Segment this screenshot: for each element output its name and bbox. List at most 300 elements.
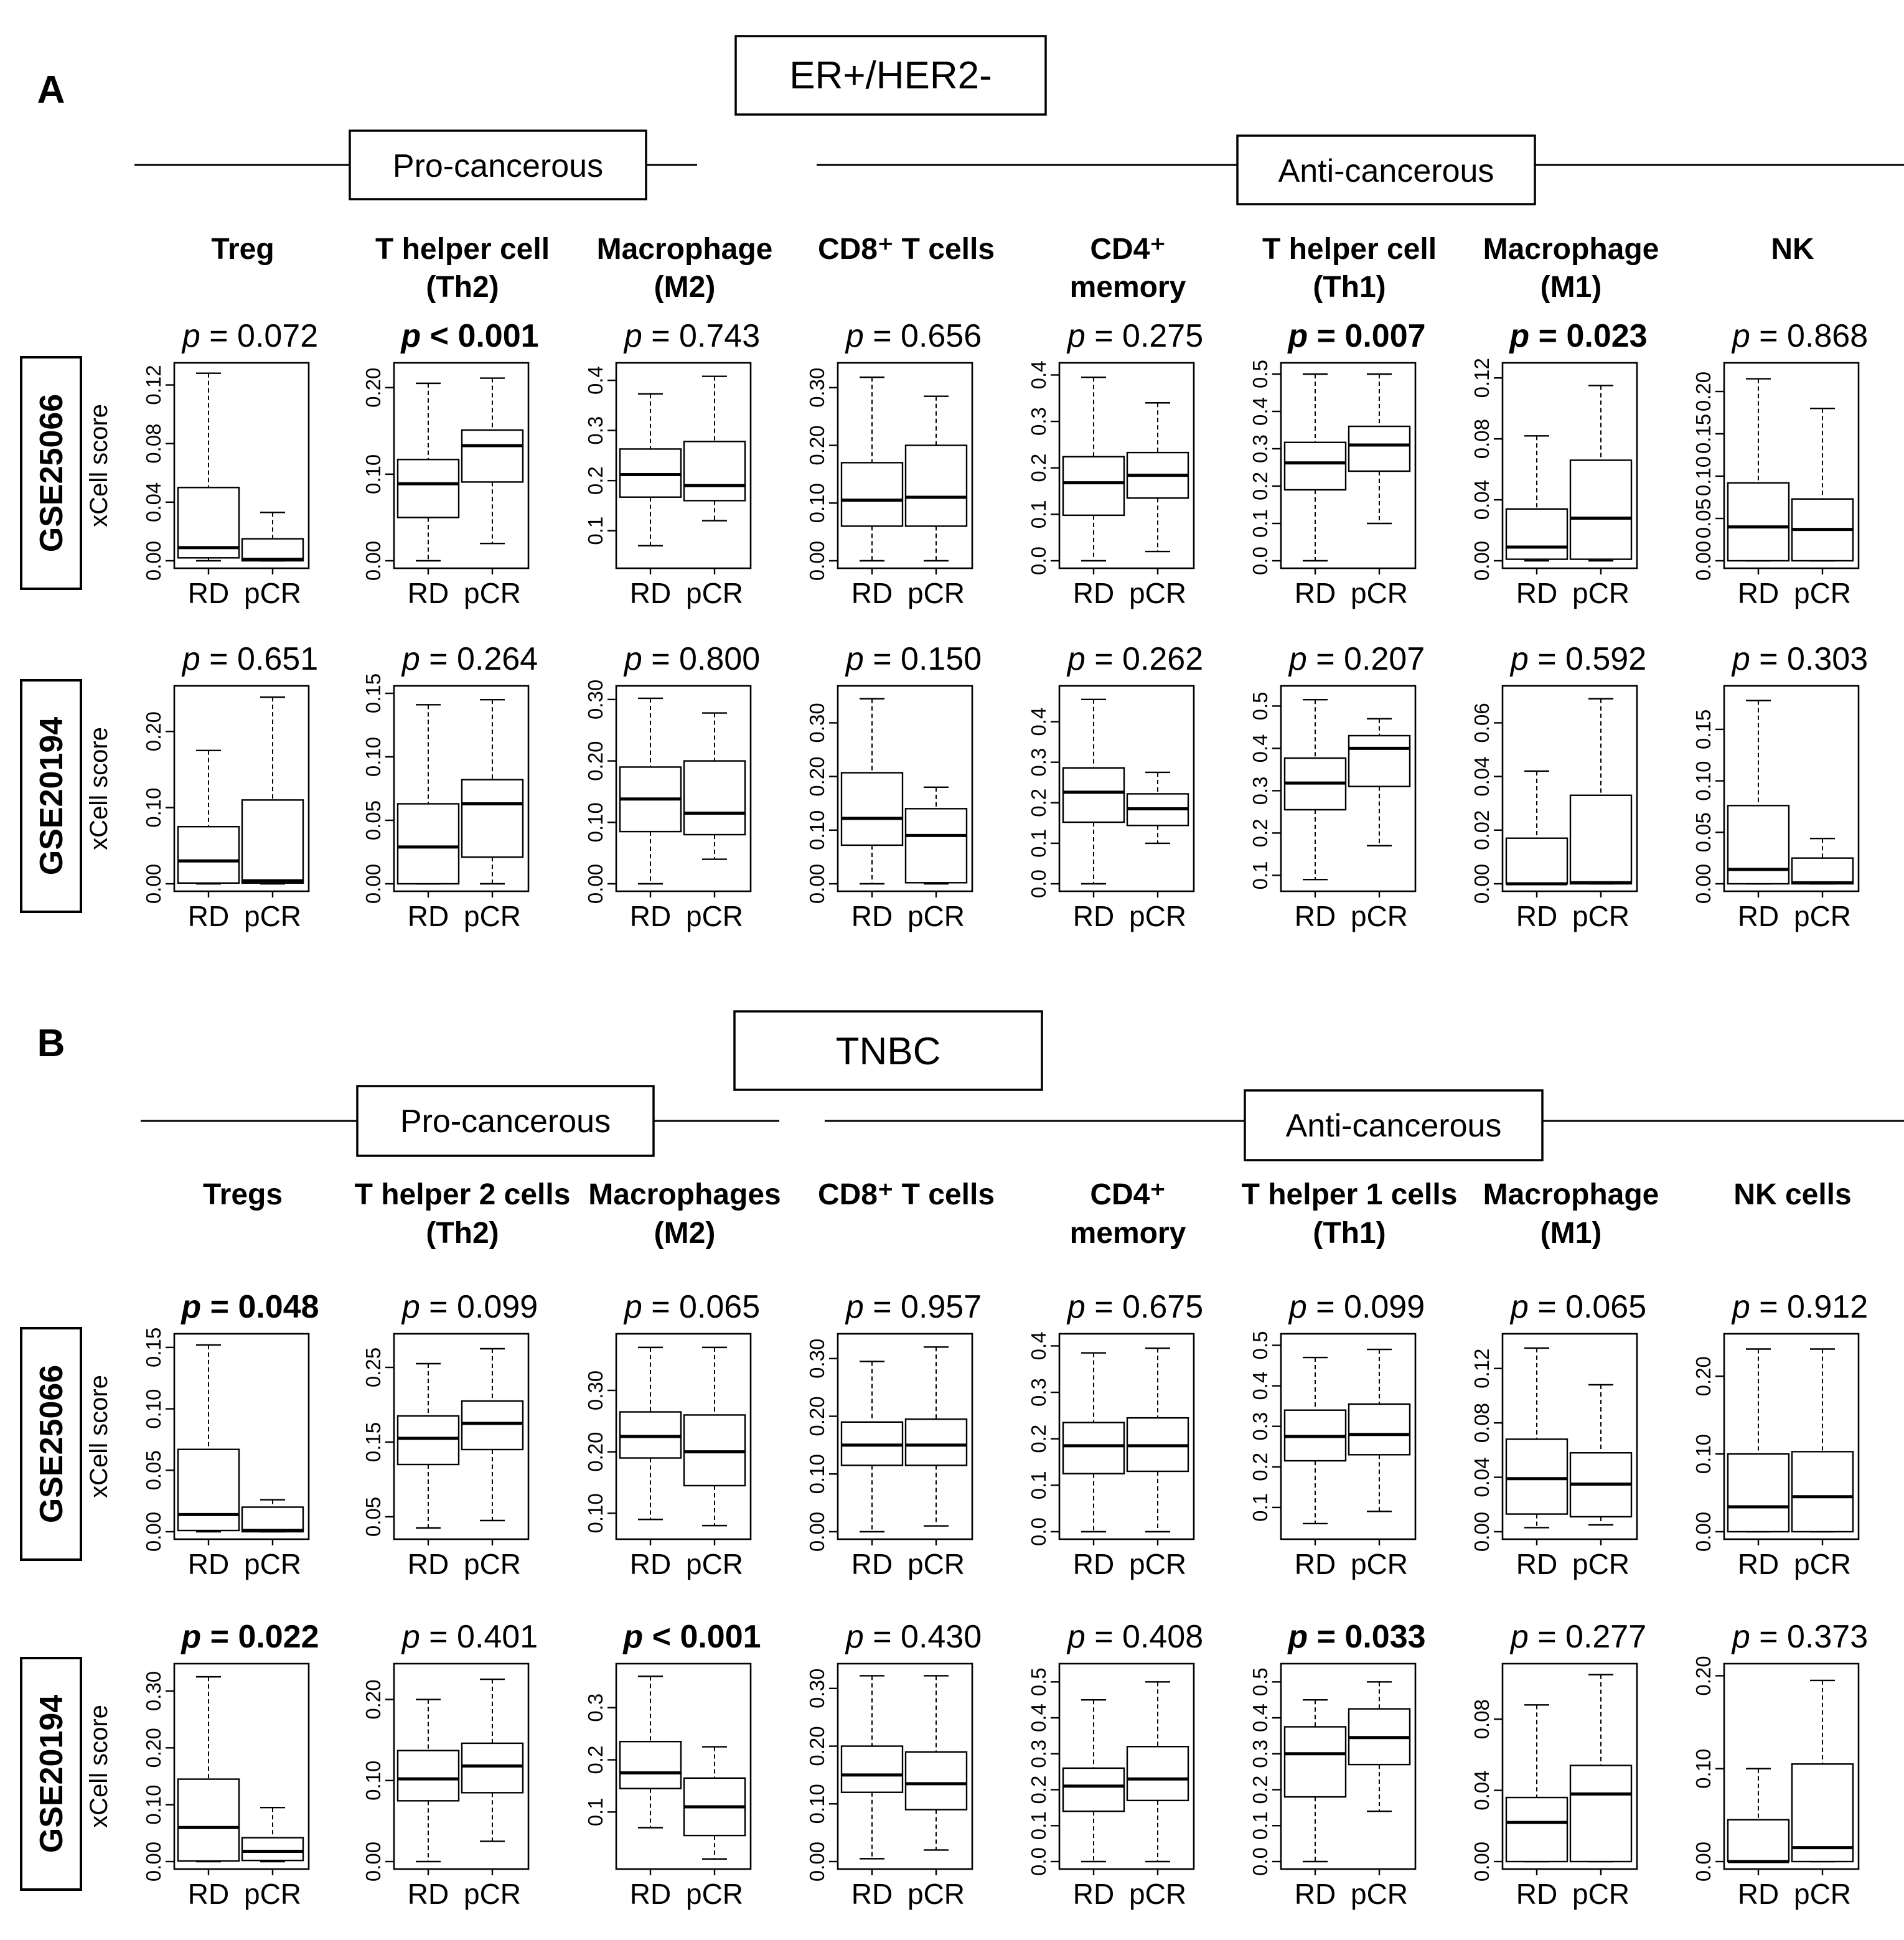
box-pCR [1127,1682,1188,1910]
y-tick-label: 0.00 [1692,863,1715,904]
box-iqr [684,441,745,500]
y-tick-label: 0.30 [584,1370,607,1411]
cell-type-label: Macrophage [1483,233,1659,266]
p-symbol: p [401,318,430,354]
x-tick-label: pCR [1128,577,1187,609]
box-pCR [1349,1682,1410,1910]
x-tick-label: RD [1294,577,1336,609]
y-tick-label: 0.00 [805,863,828,904]
boxplot [1027,318,1203,609]
x-tick-label: pCR [243,1548,302,1580]
y-tick-label: 0.2 [1027,453,1050,482]
box-iqr [620,1741,681,1788]
boxplot [362,318,539,609]
x-tick-label: pCR [1350,900,1409,932]
y-tick-label: 0.0 [1027,1847,1050,1876]
p-value-text: = 0.651 [209,641,319,677]
box-pCR [462,1349,523,1580]
p-symbol: p [845,641,873,677]
x-tick-label: RD [187,900,230,932]
cell-type-label: T helper 1 cells [1241,1178,1458,1211]
p-symbol: p [401,1619,429,1655]
boxplot [805,641,982,932]
box-RD [398,1364,459,1580]
y-tick-label: 0.3 [1249,434,1272,463]
box-pCR [1127,772,1188,932]
y-tick-label: 0.06 [1470,703,1493,743]
box-iqr [1063,1768,1124,1811]
y-tick-label: 0.4 [1027,1331,1050,1361]
p-value [1288,641,1425,677]
y-tick-label: 0.00 [1692,1511,1715,1552]
y-tick-label: 0.3 [1027,747,1050,777]
y-tick-label: 0.30 [805,367,828,408]
box-iqr [1792,1451,1853,1532]
y-tick-label: 0.1 [584,1797,607,1827]
box-iqr [1506,1797,1567,1862]
y-tick-label: 0.1 [1027,500,1050,529]
boxplot [362,641,538,932]
box-iqr [1570,460,1631,559]
boxplot [805,318,982,609]
box-iqr [1349,1404,1410,1455]
y-tick-label: 0.20 [584,741,607,781]
y-tick-label: 0.10 [1692,761,1715,801]
p-symbol: p [1288,1289,1316,1325]
y-tick-label: 0.00 [805,1511,828,1552]
p-symbol: p [1509,318,1539,354]
y-tick-label: 0.0 [1249,546,1272,575]
box-iqr [242,1838,303,1861]
box-pCR [1792,408,1853,609]
x-tick-label: RD [187,577,230,609]
dataset-label: GSE20194 [34,1694,70,1853]
box-pCR [1570,1385,1631,1580]
x-tick-label: pCR [685,1548,744,1580]
y-tick-label: 0.0 [1027,1517,1050,1546]
box-pCR [1570,1675,1631,1910]
x-tick-label: pCR [1350,1548,1409,1580]
y-tick-label: 0.05 [1692,498,1715,539]
x-tick-label: RD [407,577,449,609]
group-label-anti: Anti-cancerous [1285,1108,1502,1144]
box-RD [178,373,239,609]
box-RD [1063,377,1124,609]
box-iqr [906,1752,967,1810]
y-tick-label: 0.10 [1692,1433,1715,1474]
box-RD [1285,1700,1346,1910]
y-tick-label: 0.3 [1027,1378,1050,1407]
p-value [400,318,538,354]
boxplot [1249,641,1425,932]
y-tick-label: 0.1 [1027,828,1050,858]
box-RD [398,705,459,932]
y-axis-label: xCell score [85,727,113,850]
box-iqr [684,761,745,835]
x-tick-label: RD [1072,577,1115,609]
y-tick-label: 0.10 [1692,456,1715,497]
y-tick-label: 0.08 [1470,1403,1493,1443]
y-tick-label: 0.20 [142,711,165,752]
y-tick-label: 0.5 [1027,1667,1050,1697]
p-value [401,1619,538,1655]
y-tick-label: 0.10 [584,1493,607,1534]
y-tick-label: 0.0 [1027,869,1050,898]
x-tick-label: pCR [1128,900,1187,932]
y-tick-label: 0.10 [142,787,165,828]
panel-letter: B [37,1022,65,1065]
boxplot [142,1289,319,1580]
box-RD [620,1676,681,1910]
p-value-text: = 0.800 [651,641,761,677]
y-tick-label: 0.10 [142,1389,165,1429]
p-value-text: = 0.262 [1094,641,1204,677]
y-tick-label: 0.20 [362,367,385,408]
boxplot [1692,318,1868,609]
y-tick-label: 0.2 [1249,1452,1272,1481]
p-value-text: = 0.912 [1759,1289,1869,1325]
box-RD [1063,1353,1124,1580]
box-pCR [1127,403,1188,609]
box-iqr [1349,426,1410,471]
box-iqr [842,773,903,845]
y-tick-label: 0.15 [362,673,385,714]
p-symbol: p [1288,318,1317,354]
box-RD [842,699,903,932]
y-tick-label: 0.10 [362,454,385,495]
p-value-text: = 0.401 [429,1619,538,1655]
x-tick-label: RD [1737,1548,1780,1580]
y-tick-label: 0.05 [1692,812,1715,853]
y-tick-label: 0.10 [362,1760,385,1801]
boxplot [584,641,760,932]
box-iqr [462,430,523,482]
x-tick-label: pCR [1572,577,1630,609]
y-tick-label: 0.00 [1692,540,1715,581]
x-tick-label: RD [629,900,672,932]
box-iqr [906,808,967,883]
y-tick-label: 0.20 [1692,371,1715,412]
x-tick-label: pCR [907,900,965,932]
y-tick-label: 0.20 [1692,1356,1715,1397]
p-value [623,641,760,677]
p-symbol: p [1510,641,1538,677]
box-iqr [242,800,303,883]
y-tick-label: 0.2 [1249,472,1272,500]
box-iqr [1285,1727,1346,1797]
box-RD [178,1345,239,1580]
x-tick-label: pCR [907,1548,965,1580]
boxplot [1692,1289,1868,1580]
y-tick-label: 0.3 [1249,776,1272,805]
box-RD [398,1700,459,1910]
p-value-text: = 0.099 [429,1289,538,1325]
y-tick-label: 0.20 [805,756,828,797]
x-tick-label: pCR [685,900,744,932]
box-RD [1728,379,1789,609]
y-tick-label: 0.10 [805,1784,828,1824]
p-symbol: p [1067,318,1095,354]
x-tick-label: pCR [907,577,965,609]
x-tick-label: RD [1516,577,1558,609]
y-tick-label: 0.00 [142,540,165,581]
y-tick-label: 0.2 [584,1745,607,1774]
y-tick-label: 0.5 [1249,360,1272,388]
box-RD [842,1361,903,1580]
p-value-text: = 0.408 [1094,1619,1204,1655]
box-RD [1506,1348,1567,1580]
y-tick-label: 0.1 [1027,1811,1050,1840]
x-tick-label: pCR [1572,900,1630,932]
box-RD [1728,701,1789,932]
p-value-text: = 0.065 [651,1289,761,1325]
p-value [1287,318,1425,354]
y-tick-label: 0.2 [1249,1775,1272,1804]
y-tick-label: 0.10 [362,736,385,777]
x-tick-label: pCR [463,1878,522,1910]
box-RD [620,698,681,932]
boxplot [584,318,760,609]
cell-type-label: CD8⁺ T cells [817,233,995,266]
y-tick-label: 0.2 [1249,818,1272,848]
y-tick-label: 0.10 [805,1454,828,1494]
box-iqr [906,446,967,527]
p-value-text: = 0.275 [1094,318,1204,354]
cell-type-label: Macrophages [588,1178,781,1211]
p-symbol: p [182,641,210,677]
y-tick-label: 0.20 [1692,1656,1715,1696]
box-RD [842,377,903,609]
box-pCR [1349,374,1410,609]
y-tick-label: 0.2 [1027,788,1050,817]
p-symbol: p [1288,641,1316,677]
panel-letter: A [37,68,65,111]
box-iqr [842,1746,903,1792]
y-tick-label: 0.4 [1027,707,1050,736]
box-pCR [684,1347,745,1580]
box-iqr [1728,805,1789,884]
p-value-text: = 0.303 [1759,641,1869,677]
p-value-text: = 0.023 [1538,318,1648,354]
boxplot [1249,318,1426,609]
x-tick-label: RD [1294,1548,1336,1580]
y-tick-label: 0.00 [362,540,385,581]
y-tick-label: 0.08 [1470,1699,1493,1740]
dataset-label: GSE20194 [34,716,70,876]
y-tick-label: 0.08 [1470,419,1493,459]
x-tick-label: pCR [1128,1548,1187,1580]
y-tick-label: 0.00 [805,540,828,581]
p-symbol: p [181,1619,210,1655]
y-tick-label: 0.25 [362,1347,385,1388]
box-iqr [398,804,459,884]
p-value [401,1289,538,1325]
p-value [845,1289,982,1325]
box-iqr [1349,736,1410,787]
p-value-text: = 0.022 [210,1619,319,1655]
p-value-text: = 0.048 [210,1289,319,1325]
group-label-pro: Pro-cancerous [392,148,604,184]
box-RD [1063,1700,1124,1910]
x-tick-label: RD [407,1878,449,1910]
y-tick-label: 0.5 [1249,691,1272,721]
p-value [401,641,538,677]
boxplot [1249,1289,1425,1580]
y-tick-label: 0.04 [1470,479,1493,520]
p-value-text: = 0.868 [1759,318,1869,354]
y-tick-label: 0.3 [1249,1739,1272,1768]
p-value [845,641,982,677]
boxplot [1692,1619,1868,1910]
x-tick-label: RD [1072,900,1115,932]
y-tick-label: 0.10 [142,1784,165,1825]
y-tick-label: 0.00 [584,863,607,904]
y-tick-label: 0.30 [142,1671,165,1712]
x-tick-label: pCR [685,577,744,609]
p-symbol: p [845,1289,873,1325]
box-pCR [906,787,967,932]
y-tick-label: 0.05 [142,1450,165,1491]
p-value [1066,318,1203,354]
box-pCR [1792,1680,1853,1910]
y-tick-label: 0.15 [1692,709,1715,750]
box-RD [1506,436,1567,609]
p-value-text: = 0.207 [1316,641,1425,677]
box-pCR [1349,719,1410,932]
cell-type-label: (Th2) [426,271,499,304]
p-symbol: p [624,641,652,677]
cell-type-label: CD8⁺ T cells [817,1178,995,1211]
y-tick-label: 0.00 [1470,1511,1493,1552]
x-tick-label: pCR [1793,900,1852,932]
x-tick-label: pCR [1572,1878,1630,1910]
p-symbol: p [624,1289,652,1325]
p-value [181,318,318,354]
p-symbol: p [623,1619,652,1655]
box-iqr [1506,509,1567,560]
y-tick-label: 0.00 [1470,863,1493,904]
y-tick-label: 0.20 [805,425,828,466]
box-pCR [1570,699,1631,932]
box-iqr [1570,795,1631,884]
cell-type-label: T helper cell [375,233,550,266]
p-value [180,1289,319,1325]
boxplot [1692,641,1868,932]
y-tick-label: 0.00 [805,1841,828,1882]
box-iqr [1285,443,1346,490]
box-RD [1285,700,1346,932]
y-tick-label: 0.30 [805,1338,828,1379]
y-tick-label: 0.04 [1470,1457,1493,1497]
x-tick-label: pCR [1793,1548,1852,1580]
group-label-anti: Anti-cancerous [1278,153,1494,189]
cell-type-label: CD4⁺ [1090,233,1166,266]
y-tick-label: 0.20 [584,1432,607,1472]
box-RD [1285,374,1346,609]
dataset-label: GSE25066 [34,1364,70,1524]
y-tick-label: 0.5 [1249,1667,1272,1697]
box-pCR [906,1675,967,1910]
x-tick-label: pCR [1128,1878,1187,1910]
y-axis-label: xCell score [85,1705,113,1828]
box-pCR [906,1347,967,1580]
y-tick-label: 0.4 [584,366,607,395]
p-symbol: p [182,318,210,354]
p-symbol: p [1510,1619,1538,1655]
y-tick-label: 0.04 [1470,1770,1493,1811]
p-value-text: = 0.277 [1537,1619,1647,1655]
boxplot [805,1289,982,1580]
p-value [1066,1619,1203,1655]
y-tick-label: 0.15 [1692,413,1715,454]
y-tick-label: 0.1 [584,516,607,545]
y-tick-label: 0.12 [1470,1348,1493,1389]
y-tick-label: 0.04 [142,482,165,522]
p-value-text: = 0.033 [1316,1619,1426,1655]
box-RD [1285,1357,1346,1580]
dataset-label: GSE25066 [34,393,70,553]
y-tick-label: 0.4 [1249,1371,1272,1400]
p-symbol: p [401,641,429,677]
box-RD [1506,771,1567,932]
p-value [1731,641,1868,677]
y-tick-label: 0.2 [1027,1424,1050,1453]
y-tick-label: 0.1 [1249,509,1272,538]
cell-type-label: NK cells [1733,1178,1852,1211]
y-tick-label: 0.00 [1692,1841,1715,1882]
y-tick-label: 0.05 [362,1496,385,1537]
x-tick-label: pCR [907,1878,965,1910]
p-value [1066,641,1203,677]
x-tick-label: RD [187,1878,230,1910]
p-symbol: p [1510,1289,1538,1325]
box-RD [842,1675,903,1910]
cell-type-label: memory [1069,1217,1186,1250]
boxplot [1027,1289,1203,1580]
y-tick-label: 0.12 [142,365,165,405]
boxplot [1027,641,1203,932]
p-symbol: p [1067,1289,1095,1325]
box-iqr [398,459,459,517]
p-value-text: = 0.007 [1316,318,1426,354]
y-tick-label: 0.00 [1470,540,1493,581]
box-pCR [684,1747,745,1910]
box-pCR [242,512,303,609]
y-tick-label: 0.0 [1027,546,1050,575]
p-value [1731,1289,1868,1325]
box-iqr [462,780,523,857]
boxplot [1470,1289,1646,1580]
box-iqr [178,1450,239,1530]
p-value-text: = 0.373 [1759,1619,1869,1655]
x-tick-label: RD [851,1878,893,1910]
y-tick-label: 0.4 [1249,734,1272,763]
boxplot [1470,318,1648,609]
box-pCR [684,377,745,609]
box-iqr [1728,1454,1789,1532]
x-tick-label: RD [1516,1548,1558,1580]
boxplot [142,318,318,609]
boxplot [1470,1619,1646,1910]
boxplot [142,1619,319,1910]
box-RD [178,751,239,932]
subtype-title: TNBC [835,1030,941,1073]
y-tick-label: 0.20 [805,1396,828,1436]
cell-type-label: (Th1) [1313,1217,1386,1250]
box-iqr [242,1507,303,1532]
box-RD [1063,700,1124,932]
box-pCR [684,713,745,932]
